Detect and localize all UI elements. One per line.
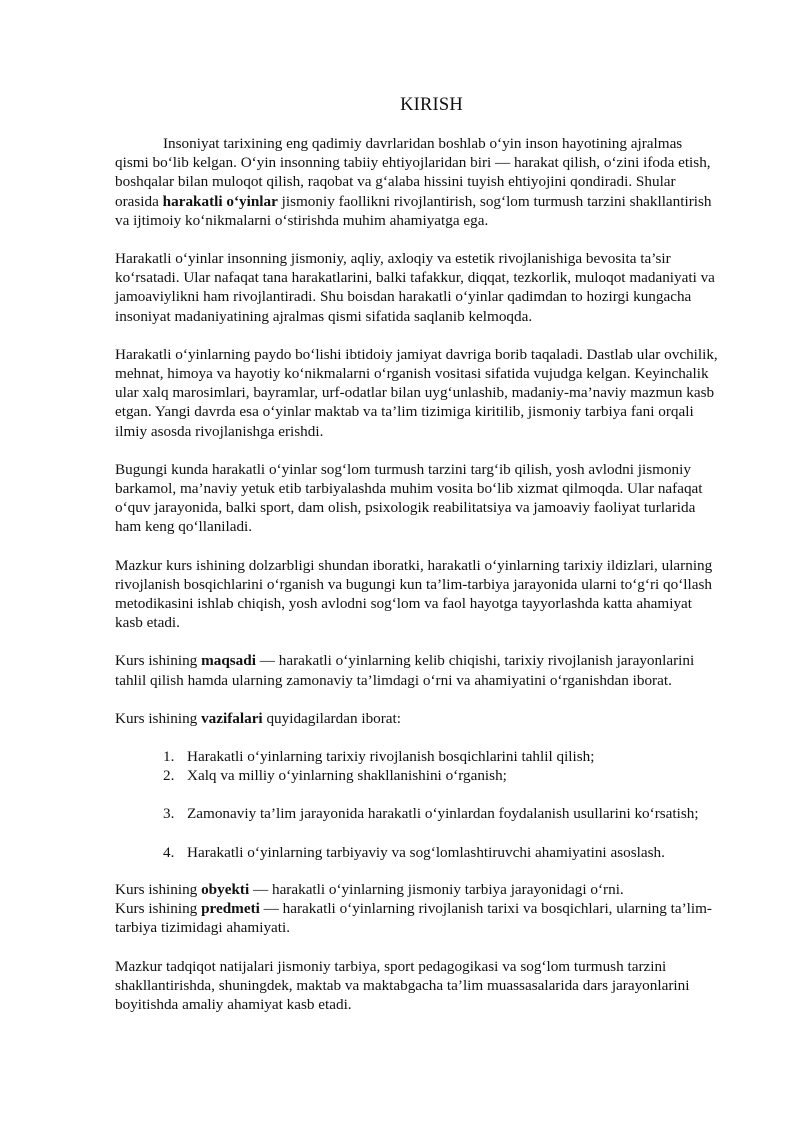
paragraph-tasks-intro <box>115 709 718 728</box>
list-item-text: Zamonaviy ta’lim jarayonida harakatli o‘yinlardan foydalanish usullarini ko‘rsatish; <box>187 805 699 823</box>
list-item <box>163 843 718 862</box>
list-item-text: Xalq va milliy o‘yinlarning shakllanishini o‘rganish; <box>187 767 507 785</box>
paragraph-subject <box>115 899 718 937</box>
paragraph-text: — harakatli o‘yinlarning rivojlanish tarixi va bosqichlari, ularning ta’lim-tarbiya tizimidagi ahamiyati. <box>115 900 712 937</box>
bold-term: maqsadi <box>201 652 256 670</box>
page-title: KIRISH <box>400 95 463 115</box>
paragraph-4: Bugungi kunda harakatli o‘yinlar sog‘lom turmush tarzini targ‘ib qilish, yosh avlodni jismoniy barkamol, ma’naviy yetuk etib tarbiyalashda muhim vosita bo‘lib xizmat qilmoqda. Ular nafaqat o‘quv jarayonida, balki sport, dam olish, psixologik reabilitatsiya va jamoaviy faoliyat turlarida ham keng qo‘llaniladi. <box>115 460 703 536</box>
paragraph-text: Kurs ishining <box>115 900 202 918</box>
paragraph-5: Mazkur kurs ishining dolzarbligi shundan iboratki, harakatli o‘yinlarning tarixiy ildizlari, ularning rivojlanish bosqichlarini o‘rganish va bugungi kun ta’lim-tarbiya jarayonida ularni to‘g‘ri qo‘llash metodikasini ishlab chiqish, yosh avlodni sog‘lom va faol hayotga tayyorlashda katta ahamiyat kasb etadi. <box>115 556 713 632</box>
paragraph-text: Kurs ishining <box>115 880 202 898</box>
list-item-text: Harakatli o‘yinlarning tarbiyaviy va sog‘lomlashtiruvchi ahamiyatini asoslash. <box>187 843 665 861</box>
list-item <box>163 766 718 785</box>
list-number: 4. <box>163 843 175 861</box>
paragraph-text: Kurs ishining <box>115 652 202 670</box>
paragraph-final: Mazkur tadqiqot natijalari jismoniy tarbiya, sport pedagogikasi va sog‘lom turmush tarzini shakllantirishda, shuningdek, maktab va maktabgacha ta’lim muassasalarida dars jarayonlarini boyitishda amaliy ahamiyat kasb etadi. <box>115 957 690 1013</box>
paragraph-text: — harakatli o‘yinlarning kelib chiqishi, tarixiy rivojlanish jarayonlarini tahlil qilish hamda ularning zamonaviy ta’limdagi o‘rni va ahamiyatini o‘rganishdan iborat. <box>115 652 695 689</box>
paragraph-3: Harakatli o‘yinlarning paydo bo‘lishi ibtidoiy jamiyat davriga borib taqaladi. Dastlab ular ovchilik, mehnat, himoya va hayotiy ko‘nikmalarni o‘rganish vositasi sifatida vujudga kelgan. Keyinchalik ular xalq marosimlari, bayramlar, urf-odatlar bilan uyg‘unlashib, madaniy-ma’naviy mazmun kasb etgan. Yangi davrda esa o‘yinlar maktab va ta’lim tizimiga kiritilib, jismoniy tarbiya fani orqali ilmiy asosda rivojlanishga erishdi. <box>115 345 718 440</box>
paragraph-text: quyidagilardan iborat: <box>262 709 401 727</box>
bold-term: harakatli o‘yinlar <box>162 192 278 210</box>
paragraph-text: — harakatli o‘yinlarning jismoniy tarbiya jarayonidagi o‘rni. <box>249 880 624 898</box>
paragraph-text: Kurs ishining <box>115 709 202 727</box>
paragraph-goal <box>115 651 718 689</box>
object-subject-block <box>115 880 718 938</box>
paragraph-intro <box>115 134 718 230</box>
paragraph-text: Insoniyat tarixining eng qadimiy davrlaridan boshlab o‘yin inson hayotining ajralmas qismi bo‘lib kelgan. O‘yin insonning tabiiy ehtiyojlaridan biri — harakat qilish, o‘zini ifoda etish, boshqalar bilan muloqot qilish, raqobat va g‘alaba hissini tuyish ehtiyojini qondiradi. Shular orasida <box>115 135 711 210</box>
list-number: 1. <box>163 748 175 766</box>
paragraph-2: Harakatli o‘yinlar insonning jismoniy, aqliy, axloqiy va estetik rivojlanishiga bevosita ta’sir ko‘rsatadi. Ular nafaqat tana harakatlarini, balki tafakkur, diqqat, tezkorlik, muloqot madaniyati va jamoaviylikni ham rivojlantiradi. Shu boisdan harakatli o‘yinlar qadimdan to hozirgi kungacha insoniyat madaniyatining ajralmas qismi sifatida saqlanib kelmoqda. <box>115 250 715 325</box>
bold-term: vazifalari <box>201 709 263 727</box>
paragraph-object <box>115 880 718 899</box>
paragraph-text: jismoniy faollikni rivojlantirish, sog‘lom turmush tarzini shakllantirish va ijtimoiy ko‘nikmalarni o‘stirishda muhim ahamiyatga ega. <box>115 192 712 229</box>
list-item <box>163 747 718 766</box>
list-number: 2. <box>163 767 175 785</box>
list-item <box>163 804 718 823</box>
tasks-list <box>115 747 718 862</box>
bold-term: predmeti <box>201 900 260 918</box>
list-item-text: Harakatli o‘yinlarning tarixiy rivojlanish bosqichlarini tahlil qilish; <box>187 748 595 766</box>
list-number: 3. <box>163 805 175 823</box>
bold-term: obyekti <box>201 880 250 898</box>
